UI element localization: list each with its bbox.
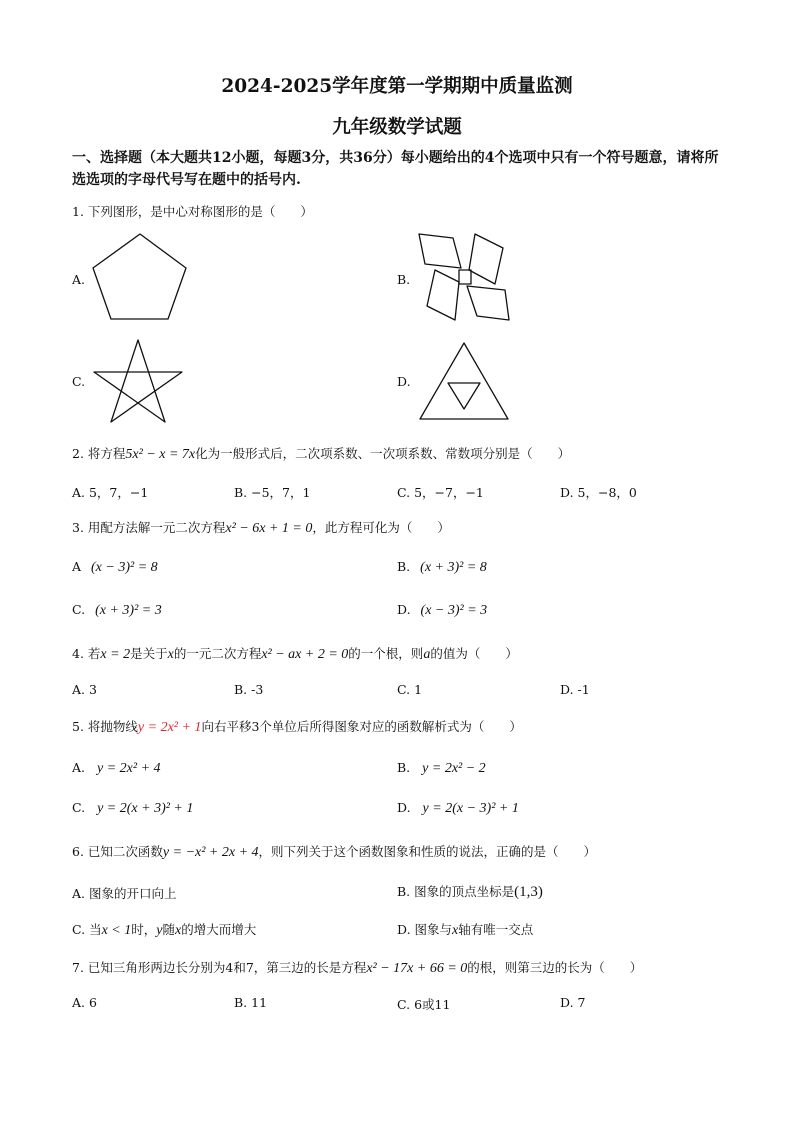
q2-stem-post: 化为一般形式后，二次项系数、一次项系数、常数项分别是（ ） (195, 446, 571, 461)
q3-option-b-math: (x + 3)² = 8 (420, 560, 487, 575)
pentagon-icon (90, 232, 190, 322)
question-4-stem (72, 644, 518, 663)
question-3-stem (72, 518, 450, 537)
q3-option-a (72, 559, 158, 576)
q6-option-c-m3: x (175, 923, 182, 938)
q6-option-c-b: 时， (131, 922, 157, 937)
pentagram-icon (92, 338, 184, 424)
q4-eq2: x² − ax + 2 = 0 (261, 647, 349, 662)
q6-option-c-m1: x < 1 (101, 923, 132, 938)
q5-option-c (72, 800, 193, 817)
q6-equation: y = −x² + 2x + 4 (162, 845, 259, 860)
q3-option-d-label: D. (397, 602, 411, 617)
q2-option-c: C. 5，−7，−1 (397, 485, 484, 500)
q5-option-a-label: A. (72, 760, 86, 775)
q2-equation: 5x² − x = 7x (125, 447, 196, 462)
q7-option-b: B. 11 (234, 995, 268, 1010)
q4-option-d: D. -1 (560, 682, 590, 697)
question-5-stem (72, 717, 522, 736)
question-2-stem (72, 444, 570, 463)
q4-var2: a (423, 647, 431, 662)
q6-stem-pre: 6. 已知二次函数 (72, 844, 163, 859)
q5-option-a (72, 760, 161, 777)
q3-option-d-math: (x − 3)² = 3 (420, 603, 488, 618)
q7-stem-pre: 7. 已知三角形两边长分别为4和7，第三边的长是方程 (72, 960, 367, 975)
q7-option-c: C. 6或11 (397, 997, 451, 1012)
q6-option-c-a: C. 当 (72, 922, 102, 937)
q6-option-a: A. 图象的开口向上 (72, 886, 177, 901)
pinwheel-icon (417, 232, 513, 322)
q2-stem-pre: 2. 将方程 (72, 446, 126, 461)
q6-option-d-a: D. 图象与 (397, 922, 453, 937)
q4-option-b: B. -3 (234, 682, 264, 697)
q6-option-d (397, 920, 533, 939)
q6-option-c (72, 920, 256, 939)
q5-option-b-label: B. (397, 760, 411, 775)
q5-stem-post: 向右平移3个单位后所得图象对应的函数解析式为（ ） (201, 719, 522, 734)
q6-option-b (397, 882, 543, 901)
question-7-stem (72, 958, 642, 977)
q3-option-b-label: B. (397, 559, 411, 574)
q1-option-c-label: C. (72, 374, 86, 389)
q5-option-d (397, 800, 519, 817)
q4-var1: x (167, 647, 174, 662)
q5-option-c-math: y = 2(x + 3)² + 1 (97, 801, 194, 816)
section-heading: 一、选择题（本大题共12小题，每题3分，共36分）每小题给出的4个选项中只有一个符号题意，请将所选选项的字母代号写在题中的括号内. (72, 150, 719, 188)
q5-option-d-math: y = 2(x − 3)² + 1 (422, 801, 519, 816)
q7-option-d: D. 7 (560, 995, 586, 1010)
q5-stem-pre: 5. 将抛物线 (72, 719, 138, 734)
q3-option-a-math: (x − 3)² = 8 (91, 560, 158, 575)
q6-option-c-m2: y (156, 923, 163, 938)
q3-option-a-label: A (72, 559, 82, 574)
q6-option-d-m: x (452, 923, 459, 938)
q6-option-c-c: 随 (162, 922, 175, 937)
q5-option-b-math: y = 2x² − 2 (422, 761, 486, 776)
q5-equation: y = 2x² + 1 (137, 720, 202, 735)
q3-equation: x² − 6x + 1 = 0 (225, 521, 313, 536)
q5-option-b (397, 760, 486, 777)
q6-option-d-b: 轴有唯一交点 (458, 922, 534, 937)
q6-option-b-text: B. 图象的顶点坐标是 (397, 884, 515, 899)
q4-stem-b: 是关于 (130, 646, 168, 661)
q3-option-c-label: C. (72, 602, 86, 617)
q3-option-b (397, 559, 487, 576)
q4-eq1: x = 2 (100, 647, 131, 662)
question-6-stem (72, 842, 596, 861)
q7-stem-post: 的根，则第三边的长为（ ） (467, 960, 643, 975)
q5-option-d-label: D. (397, 800, 411, 815)
q3-option-c (72, 602, 162, 619)
q3-stem-post: ，此方程可化为（ ） (312, 520, 450, 535)
q3-option-c-math: (x + 3)² = 3 (95, 603, 162, 618)
q6-option-b-math: (1,3) (514, 884, 543, 900)
q1-option-b-label: B. (397, 272, 411, 287)
nested-triangle-icon (418, 341, 510, 421)
q6-option-c-d: 的增大而增大 (181, 922, 257, 937)
q6-stem-post: ，则下列关于这个函数图象和性质的说法，正确的是（ ） (258, 844, 597, 859)
q2-option-a: A. 5，7，−1 (72, 485, 149, 500)
q5-option-a-math: y = 2x² + 4 (97, 761, 161, 776)
q1-option-d-label: D. (397, 374, 411, 389)
q7-option-a: A. 6 (72, 995, 97, 1010)
q2-option-b: B. −5，7，1 (234, 485, 311, 500)
q1-option-a-label: A. (72, 272, 86, 287)
q4-stem-a: 4. 若 (72, 646, 101, 661)
q4-option-c: C. 1 (397, 682, 423, 697)
q4-stem-e: 的值为（ ） (430, 646, 518, 661)
page-title: 2024-2025学年度第一学期期中质量监测 (221, 76, 573, 97)
q4-option-a: A. 3 (72, 682, 97, 697)
q4-stem-d: 的一个根，则 (348, 646, 424, 661)
question-1-stem: 1. 下列图形，是中心对称图形的是（ ） (72, 204, 313, 219)
page-subtitle: 九年级数学试题 (332, 117, 462, 138)
q7-equation: x² − 17x + 66 = 0 (366, 961, 468, 976)
q2-option-d: D. 5，−8，0 (560, 485, 637, 500)
q3-option-d (397, 602, 487, 619)
q3-stem-pre: 3. 用配方法解一元二次方程 (72, 520, 226, 535)
q4-stem-c: 的一元二次方程 (173, 646, 262, 661)
q5-option-c-label: C. (72, 800, 86, 815)
